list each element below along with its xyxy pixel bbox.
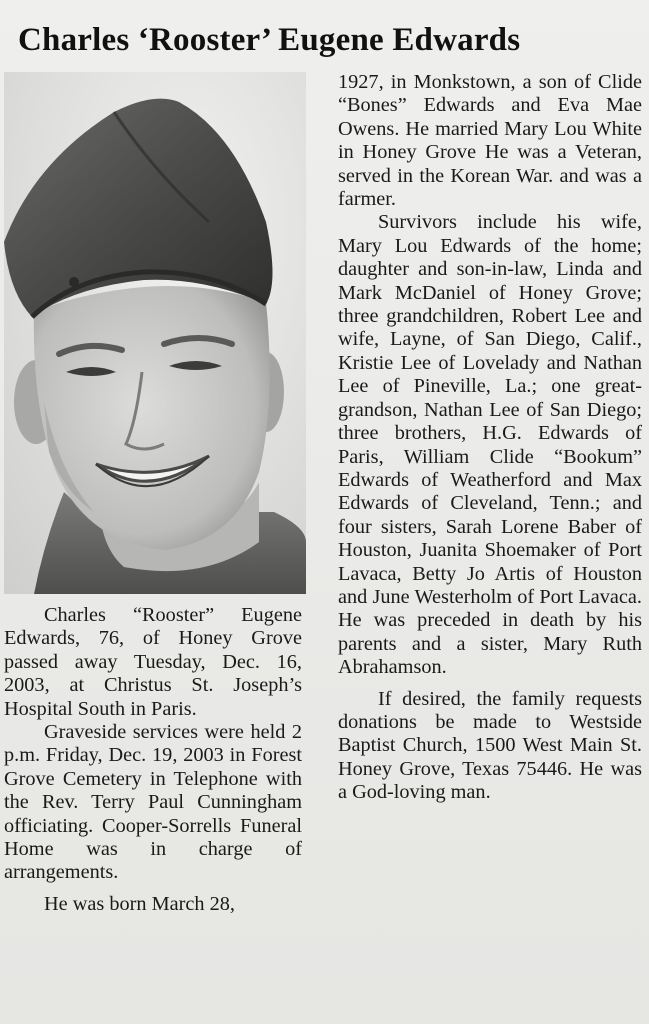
paragraph-donations: If desired, the family requests donations be made to Westside Baptist Church, 1500 West Main St. Honey Grove, Texas 75446. He was a God-loving man. bbox=[338, 687, 642, 804]
paragraph-services: Graveside services were held 2 p.m. Friday, Dec. 19, 2003 in Forest Grove Cemetery in Telephone with the Rev. Terry Paul Cunningham officiating. Cooper-Sorrells Funeral Home was in charge of arrangements. bbox=[4, 721, 302, 884]
paragraph-survivors: Survivors include his wife, Mary Lou Edwards of the home; daughter and son-in-law, Linda and Mark McDaniel of Honey Grove; three grandchildren, Robert Lee and wife, Layne, of San Diego, Calif., Kristie Lee of Lovelady and Nathan Lee of Pineville, La.; one great-grandson, Nathan Lee of San Diego; three brothers, H.G. Edwards of Paris, William Clide “Bookum” Edwards of Weatherford and Max Edwards of Cleveland, Tenn.; and four sisters, Sarah Lorene Baber of Houston, Juanita Shoemaker of Port Lavaca, Betty Jo Artis of Houston and June Westerholm of Port Lavaca. He was preceded in death by his parents and a sister, Mary Ruth Abrahamson. bbox=[338, 211, 642, 679]
column-right bbox=[338, 71, 642, 805]
portrait-photo bbox=[4, 72, 306, 594]
paragraph-death-notice: Charles “Rooster” Eugene Edwards, 76, of Honey Grove passed away Tuesday, Dec. 16, 2003, at Christus St. Joseph’s Hospital South in Paris. bbox=[4, 604, 302, 720]
column-left bbox=[4, 604, 302, 916]
portrait-photo-icon bbox=[4, 72, 306, 594]
obituary-headline: Charles ‘Rooster’ Eugene Edwards bbox=[18, 22, 521, 58]
paragraph-birth: He was born March 28, bbox=[44, 892, 235, 915]
paragraph-birth-continued: 1927, in Monkstown, a son of Clide “Bones” Edwards and Eva Mae Owens. He married Mary Lou White in Honey Grove He was a Veteran, served in the Korean War. and was a farmer. bbox=[338, 71, 642, 211]
